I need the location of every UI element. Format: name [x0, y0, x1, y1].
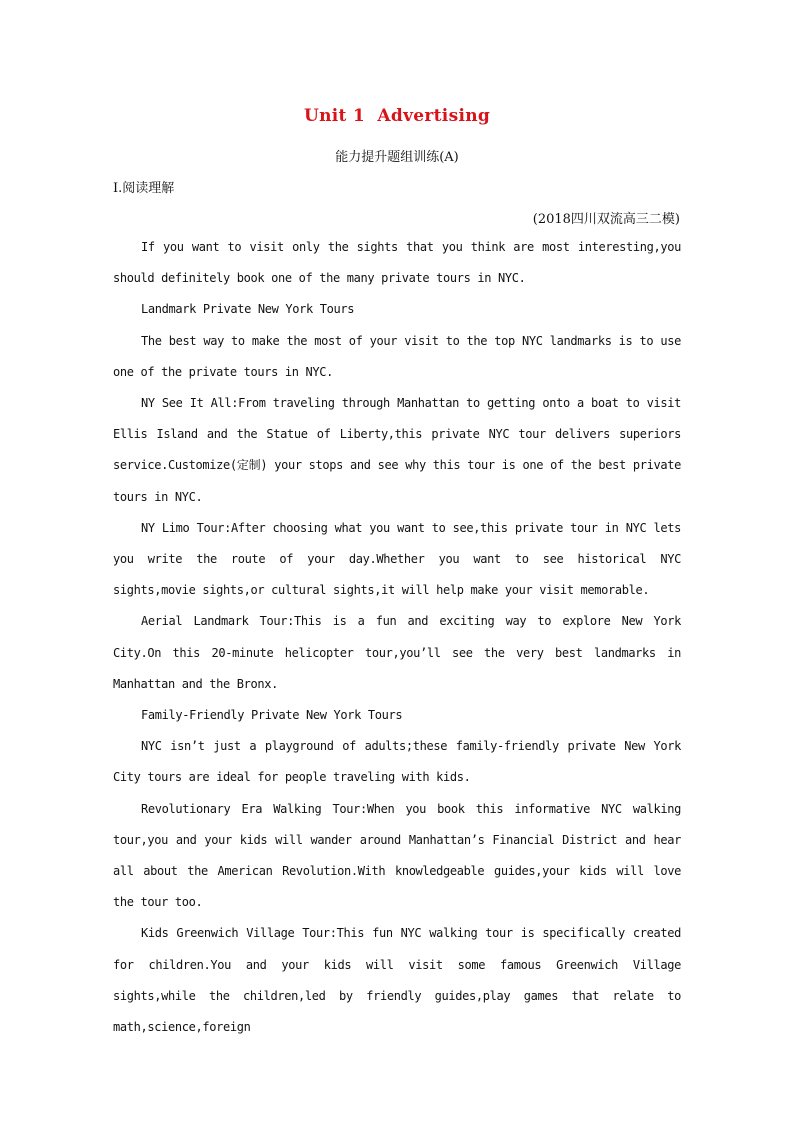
- source-note: (2018四川双流高三二模): [532, 212, 680, 227]
- passage-paragraph-landmark-intro: The best way to make the most of your visit to the top NYC landmarks is to use one of the private tours in NYC.: [113, 333, 681, 379]
- section-heading: Ⅰ.阅读理解: [113, 181, 175, 196]
- unit-title: Unit 1 Advertising: [303, 106, 491, 126]
- passage-paragraph-greenwich-tour: Kids Greenwich Village Tour:This fun NYC walking tour is specifically created for children.You and your kids will visit some famous Greenwich Village sights,while the children,led by friendly guides,play games that relate to math,science,foreign: [113, 926, 681, 1035]
- passage-heading-family: Family-Friendly Private New York Tours: [141, 708, 403, 723]
- passage-paragraph-ny-see-it-all: NY See It All:From traveling through Manhattan to getting onto a boat to visit Ellis Island and the Statue of Liberty,this private NYC tour delivers superiors service.Customize(定制) your stops and see why this tour is one of the best private tours in NYC.: [113, 396, 681, 504]
- passage-paragraph-revolutionary-tour: Revolutionary Era Walking Tour:When you book this informative NYC walking tour,you and your kids will wander around Manhattan’s Financial District and hear all about the American Revolution.With knowledgeable guides,your kids will love the tour too.: [113, 801, 681, 910]
- passage-paragraph-intro: If you want to visit only the sights that you think are most interesting,you should definitely book one of the many private tours in NYC.: [113, 240, 681, 286]
- passage-paragraph-ny-limo-tour: NY Limo Tour:After choosing what you want to see,this private tour in NYC lets you write the route of your day.Whether you want to see historical NYC sights,movie sights,or cultural sights,it will help make your visit memorable.: [113, 520, 681, 598]
- passage-heading-landmark: Landmark Private New York Tours: [141, 302, 355, 317]
- reading-passage: [113, 232, 681, 1043]
- passage-paragraph-family-intro: NYC isn’t just a playground of adults;these family-friendly private New York City tours are ideal for people traveling with kids.: [113, 739, 681, 785]
- passage-paragraph-aerial-tour: Aerial Landmark Tour:This is a fun and exciting way to explore New York City.On this 20-minute helicopter tour,you’ll see the very best landmarks in Manhattan and the Bronx.: [113, 614, 681, 691]
- exercise-subtitle: 能力提升题组训练(A): [335, 150, 459, 165]
